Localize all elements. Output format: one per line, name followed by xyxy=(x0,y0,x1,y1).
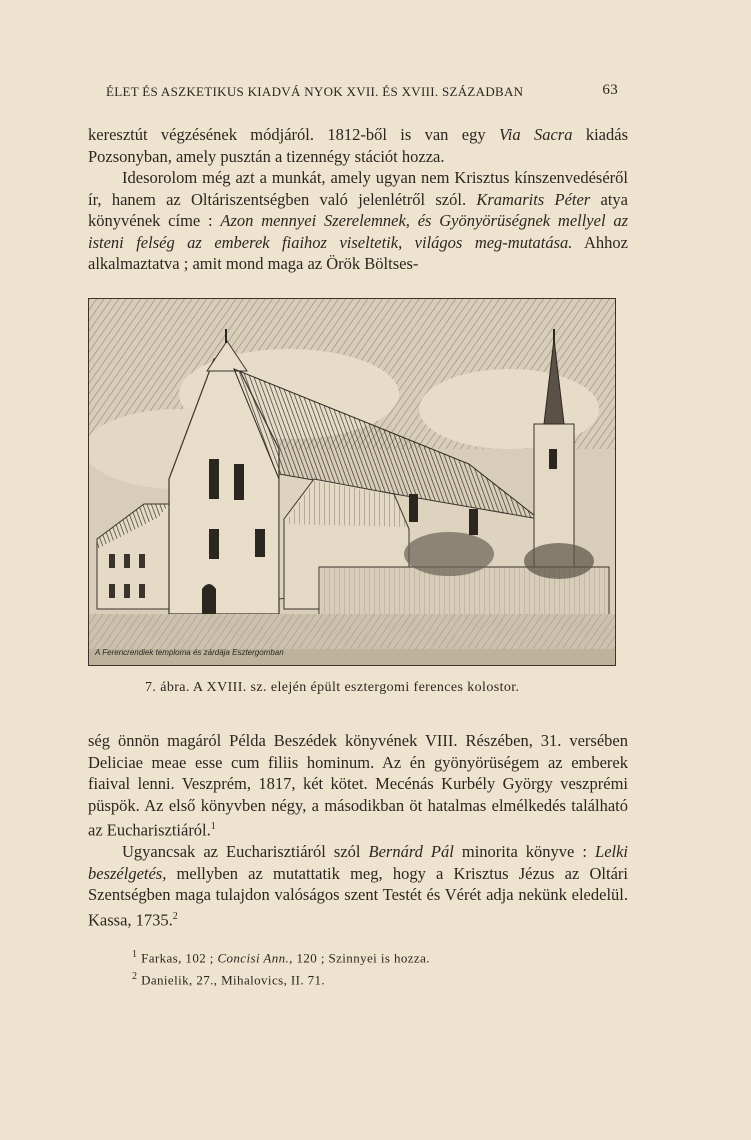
paragraph-bernard: Ugyancsak az Eucharisztiáról szól Bernárd Pál minorita könyve : Lelki beszélgetés, mellyben az mutattatik meg, hogy a Krisztus Jézus az Oltári Szentségben maga tulajdon valóságos szent Testét és Vérét adja nekünk eledelül. Kassa, 1735.$^2$ xyxy=(88,842,629,929)
paragraph-via-sacra: keresztút végzésének módjáról. 1812-ből is van egy Via Sacra kiadás Pozsonyban, amely pusztán a tizennégy stációt hozza. xyxy=(88,125,628,166)
footnotes xyxy=(132,945,430,990)
paragraph-top xyxy=(88,124,628,275)
page-number: 63 xyxy=(602,82,618,98)
paragraph-deliciae: ség önnön magáról Példa Beszédek könyvének VIII. Részében, 31. versében Deliciae meae esse cum filiis hominum. Az én gyönyörüségem az emberek fiaival lenni. Veszprém, 1817, két kötet. Mecénás Kurbély György veszprémi püspök. Az első könyvben négy, a másodikban öt hatalmas elmélkedés található az Eucharisztiáról.$^1$ xyxy=(88,731,628,840)
figure-caption: 7. ábra. A XVIII. sz. elején épült esztergomi ferences kolostor. xyxy=(145,680,520,695)
footnote-1: $^1$ Farkas, 102 ; Concisi Ann., 120 ; Szinnyei is hozza. xyxy=(132,949,430,966)
paragraph-bottom xyxy=(88,730,628,931)
header-title: ÉLET ÉS ASZKETIKUS KIADVÁ NYOK XVII. ÉS XVIII. SZÁZADBAN xyxy=(106,84,524,99)
figure-inscription: A Ferencrendiek temploma és zárdája Esztergomban xyxy=(95,648,284,657)
church-illustration xyxy=(88,298,616,666)
footnote-2: $^2$ Danielik, 27., Mihalovics, II. 71. xyxy=(132,971,326,988)
paragraph-kramarits: Idesorolom még azt a munkát, amely ugyan nem Krisztus kínszenvedéséről ír, hanem az Oltáriszentségben való jelenlétről szól. Kramarits Péter atya könyvének címe : Azon mennyei Szerelemnek, és Gyönyörüségnek mellyel az isteni felség az emberek fiaihoz viseltetik, világos meg-mutatása. Ahhoz alkalmaztatva ; amit mond maga az Örök Böltses- xyxy=(88,168,628,273)
